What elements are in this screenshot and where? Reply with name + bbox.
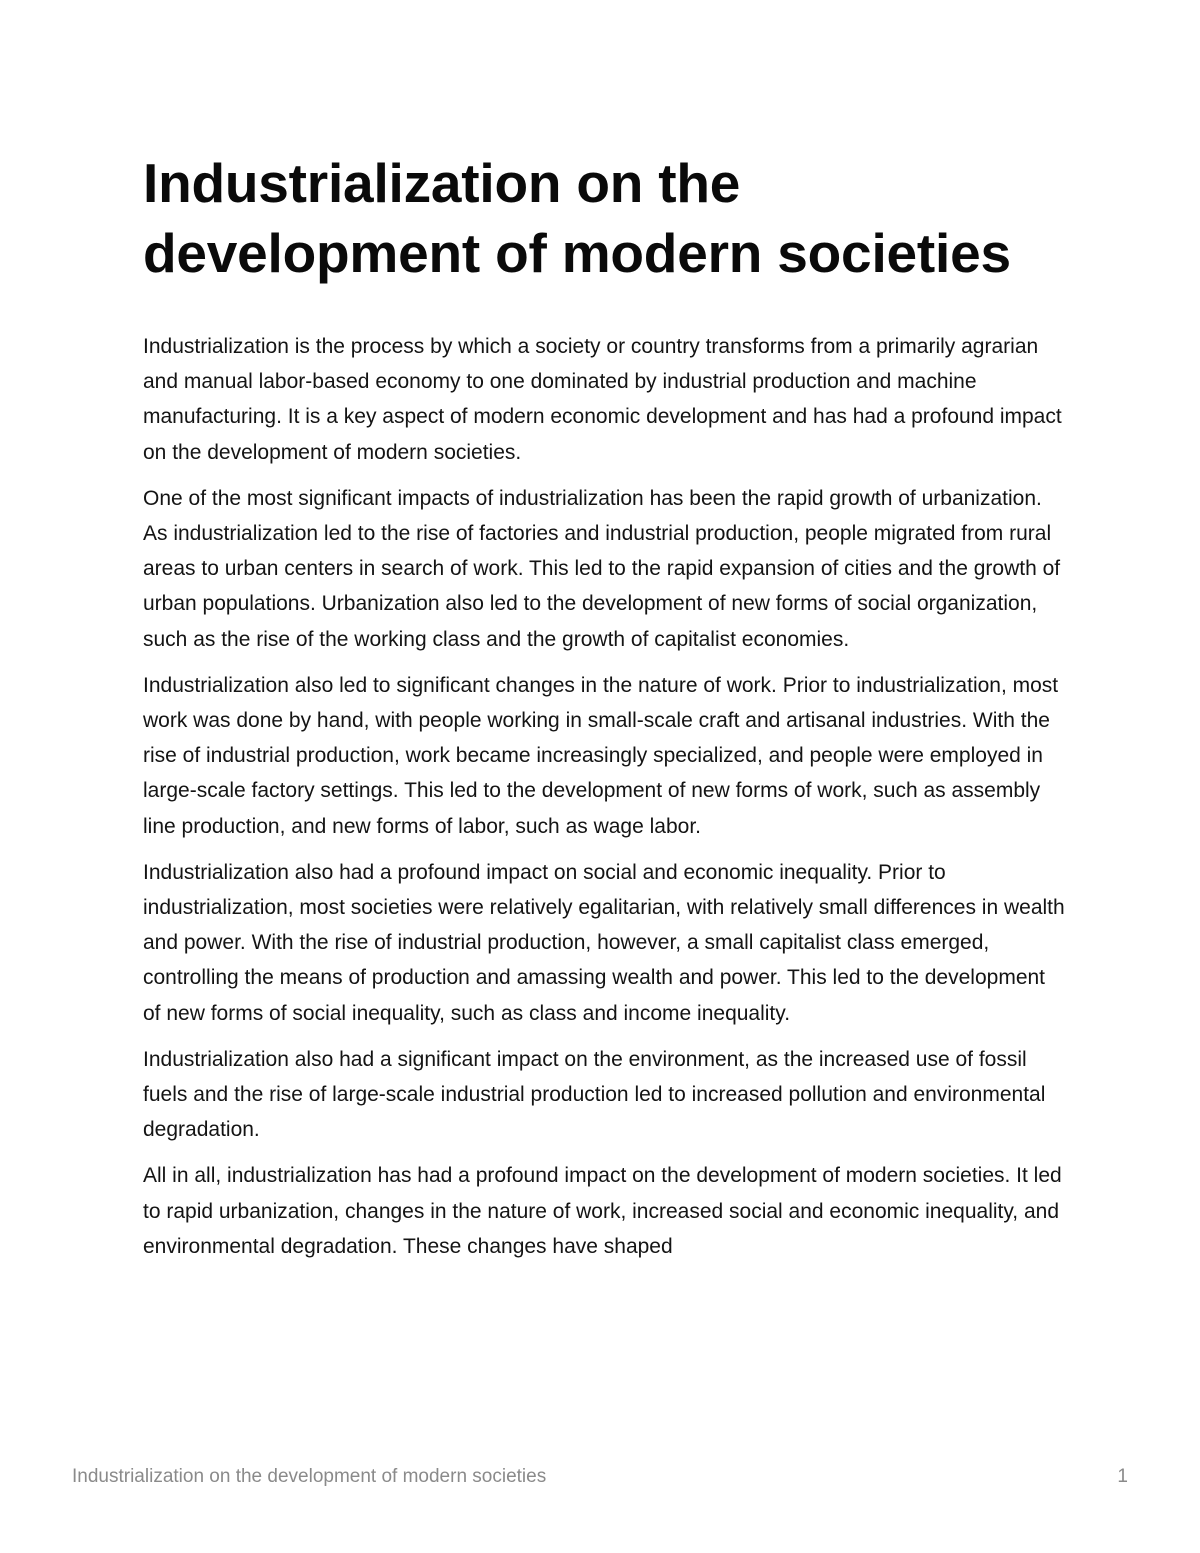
paragraph-1: Industrialization is the process by which a society or country transforms from a primarily agrarian and manual labor-based economy to one dominated by industrial production and machine manufacturing. It is a key aspect of modern economic development and has had a profound impact on the development of modern societies. [143,335,1062,464]
document-content [143,148,1068,1275]
document-body [143,329,1068,1264]
footer-title: Industrialization on the development of modern societies [72,1466,547,1487]
paragraph-4: Industrialization also had a profound impact on social and economic inequality. Prior to industrialization, most societies were relatively egalitarian, with relatively small differences in wealth and power. With the rise of industrial production, however, a small capitalist class emerged, controlling the means of production and amassing wealth and power. This led to the development of new forms of social inequality, such as class and income inequality. [143,860,1065,1025]
paragraph-6: All in all, industrialization has had a profound impact on the development of modern societies. It led to rapid urbanization, changes in the nature of work, increased social and economic inequality, and environmental degradation. These changes have shaped [143,1164,1062,1258]
paragraph-5: Industrialization also had a significant impact on the environment, as the increased use of fossil fuels and the rise of large-scale industrial production led to increased pollution and environmental degradation. [143,1047,1046,1142]
paragraph-3: Industrialization also led to significant changes in the nature of work. Prior to industrialization, most work was done by hand, with people working in small-scale craft and artisanal industries. With the rise of industrial production, work became increasingly specialized, and people were employed in large-scale factory settings. This led to the development of new forms of work, such as assembly line production, and new forms of labor, such as wage labor. [143,673,1059,838]
page-number: 1 [1117,1466,1128,1487]
document-title: Industrialization on the development of modern societies [143,152,1011,284]
paragraph-2: One of the most significant impacts of industrialization has been the rapid growth of urbanization. As industrialization led to the rise of factories and industrial production, people migrated from rural areas to urban centers in search of work. This led to the rapid expansion of cities and the growth of urban populations. Urbanization also led to the development of new forms of social organization, such as the rise of the working class and the growth of capitalist economies. [143,486,1061,651]
page-footer [72,1466,1128,1496]
